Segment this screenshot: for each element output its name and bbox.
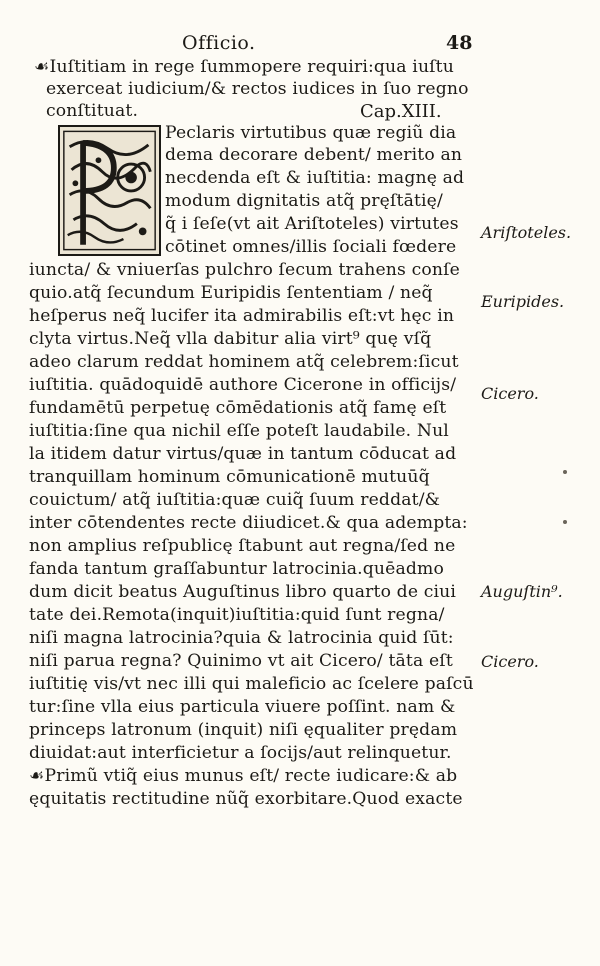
margin-note-cicero: Cicero. <box>481 652 539 671</box>
text-line: iuncta/ & vniuerſas pulchro ſecum trahens conſe <box>29 260 460 280</box>
text-line: inter cōtendentes recte diiudicet.& qua adempta: <box>29 513 468 533</box>
text-line: fundamētū perpetuę cōmēdationis atq̃ famę eſt <box>29 398 447 418</box>
text-line: exerceat iudicium/& rectos iudices in ſuo regno <box>46 79 469 99</box>
text-line: Peclaris virtutibus quæ regiũ dia <box>165 123 457 143</box>
text-line: princeps latronum (inquit) niſi ęqualiter prędam <box>29 720 458 740</box>
text-line: diuidat:aut interficietur a ſocijs/aut relinquetur. <box>29 743 452 763</box>
text-line: quio.atq̃ ſecundum Euripidis ſententiam / neq̃ <box>29 283 433 303</box>
text-line: niſi parua regna? Quinimo vt ait Cicero/ tāta eſt <box>29 651 453 671</box>
decorated-initial <box>58 125 161 256</box>
text-line: non amplius reſpublicę ſtabunt aut regna/ſed ne <box>29 536 456 556</box>
text-line: iuſtitię vis/vt nec illi qui maleficio ac ſcelere paſcū <box>29 674 474 694</box>
text-line: necdenda eſt & iuſtitia: magnę ad <box>165 168 465 188</box>
chapter-heading: Cap.XIII. <box>360 101 442 122</box>
text-line: dema decorare debent/ merito an <box>165 145 463 165</box>
text-line: heſperus neq̃ lucifer ita admirabilis eſt:vt hęc in <box>29 306 455 326</box>
text-line: tate dei.Remota(inquit)iuſtitia:quid ſunt regna/ <box>29 605 445 625</box>
text-line: adeo clarum reddat hominem atq̃ celebrem:ſicut <box>29 352 459 372</box>
text-line: iuſtitia:ſine qua nichil eſſe poteſt laudabile. Nul <box>29 421 449 441</box>
page-number: 48 <box>446 32 473 54</box>
text-line: conſtituat. <box>46 101 139 121</box>
margin-note-cicero: Cicero. <box>481 384 539 403</box>
text-line: modum dignitatis atq̃ pręſtātię/ <box>165 191 443 211</box>
text-line: fanda tantum graſſabuntur latrocinia.quēadmo <box>29 559 444 579</box>
gutter-speck <box>563 520 567 524</box>
text-line: iuſtitia. quādoquidē authore Cicerone in officijs/ <box>29 375 457 395</box>
text-line: tranquillam hominum cōmunicationē mutuūq̃ <box>29 467 430 487</box>
woodcut-decorated-initial-icon <box>60 127 159 254</box>
margin-note-euripides: Euripides. <box>481 292 565 311</box>
margin-note-aristoteles: Ariſtoteles. <box>481 223 572 242</box>
running-head <box>0 32 600 54</box>
text-line: couictum/ atq̃ iuſtitia:quæ cuiq̃ ſuum reddat/& <box>29 490 441 510</box>
gutter-speck <box>563 470 567 474</box>
text-line: la itidem datur virtus/quæ in tantum cōducat ad <box>29 444 457 464</box>
text-line: ęquitatis rectitudine nũq̃ exorbitare.Quod exacte <box>29 789 463 809</box>
text-line: clyta virtus.Neq̃ vlla dabitur alia virt⁹ quę vſq̃ <box>29 329 432 349</box>
text-line: niſi magna latrocinia?quia & latrocinia quid ſūt: <box>29 628 454 648</box>
running-title: Officio. <box>182 32 256 54</box>
text-line: tur:ſine vlla eius particula viuere poſſint. nam & <box>29 697 456 717</box>
text-line: dum dicit beatus Auguſtinus libro quarto de ciui <box>29 582 457 602</box>
text-line: ☙Primũ vtiq̃ eius munus eſt/ recte iudicare:& ab <box>29 766 458 786</box>
margin-note-augustinus: Auguſtin⁹. <box>481 582 563 601</box>
text-line: q̃ i ſeſe(vt ait Ariſtoteles) virtutes <box>165 214 459 234</box>
text-line: cōtinet omnes/illis ſociali fœdere <box>165 237 457 257</box>
text-line: ☙Iuſtitiam in rege ſummopere requiri:qua iuſtu <box>34 57 454 77</box>
